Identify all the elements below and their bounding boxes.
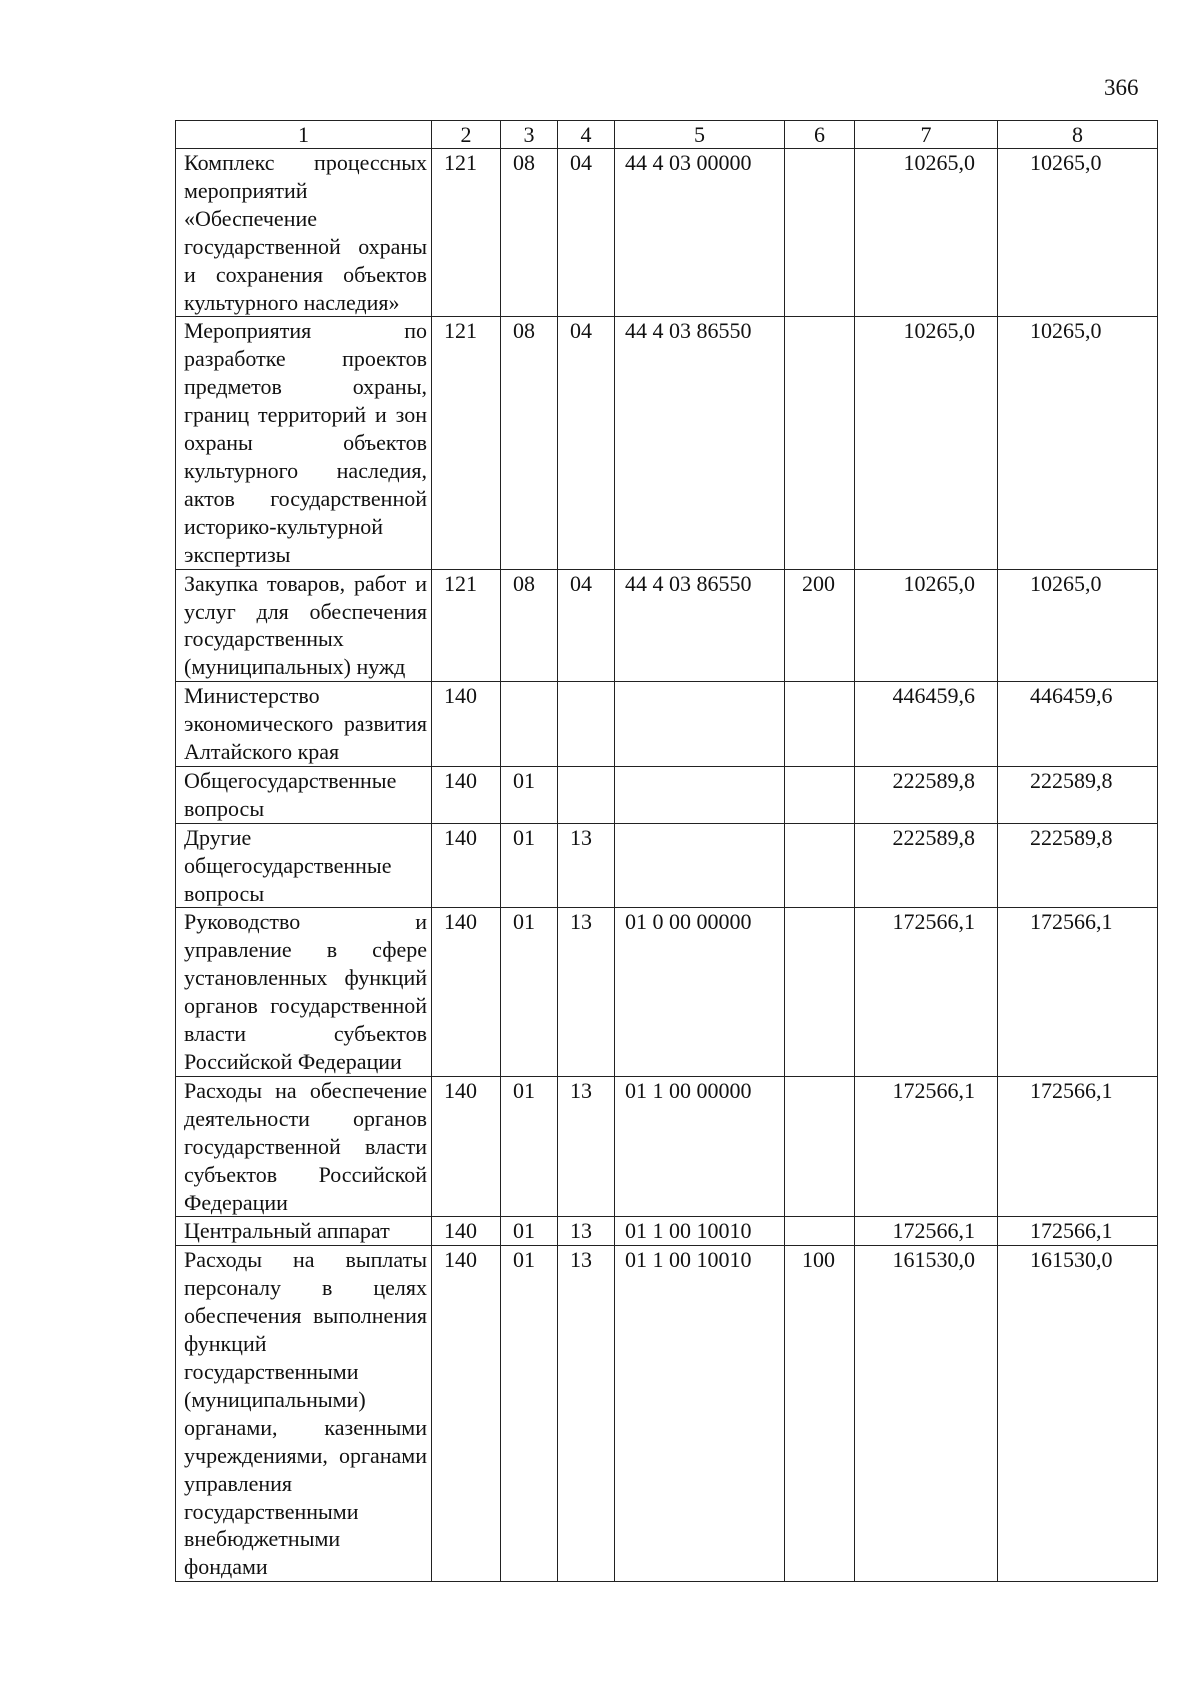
expense-type-cell	[785, 149, 855, 317]
row-name-cell: Руководство и управление в сфере установленных функций органов государственной власти субъектов Российской Федерации	[176, 908, 432, 1076]
amount-col7-cell: 172566,1	[855, 1076, 998, 1217]
table-row	[176, 1246, 1158, 1582]
expense-type-cell: 200	[785, 569, 855, 682]
expense-type-cell	[785, 317, 855, 569]
page-number: 366	[1104, 75, 1139, 100]
section-cell: 01	[501, 823, 558, 908]
section-cell: 01	[501, 908, 558, 1076]
expense-type-cell	[785, 908, 855, 1076]
row-name-cell: Центральный аппарат	[176, 1217, 432, 1246]
target-article-cell: 01 1 00 00000	[615, 1076, 785, 1217]
amount-col7-cell: 222589,8	[855, 823, 998, 908]
amount-col7-cell: 10265,0	[855, 569, 998, 682]
amount-col7-cell: 172566,1	[855, 1217, 998, 1246]
target-article-cell	[615, 682, 785, 767]
target-article-cell	[615, 766, 785, 823]
amount-col8-cell: 172566,1	[998, 1217, 1158, 1246]
amount-col7-cell: 172566,1	[855, 908, 998, 1076]
section-cell: 08	[501, 317, 558, 569]
header-cell-2: 2	[432, 121, 501, 149]
expense-type-cell	[785, 766, 855, 823]
header-cell-5: 5	[615, 121, 785, 149]
section-cell: 01	[501, 1076, 558, 1217]
header-cell-6: 6	[785, 121, 855, 149]
subsection-cell: 13	[558, 908, 615, 1076]
target-article-cell	[615, 823, 785, 908]
row-name-cell: Министерство экономического развития Алтайского края	[176, 682, 432, 767]
table-row	[176, 317, 1158, 569]
expense-type-cell	[785, 682, 855, 767]
amount-col8-cell: 161530,0	[998, 1246, 1158, 1582]
amount-col7-cell: 10265,0	[855, 317, 998, 569]
subsection-cell: 13	[558, 1246, 615, 1582]
subsection-cell: 13	[558, 823, 615, 908]
amount-col8-cell: 10265,0	[998, 569, 1158, 682]
table-row	[176, 569, 1158, 682]
table-row	[176, 766, 1158, 823]
subsection-cell	[558, 766, 615, 823]
amount-col8-cell: 10265,0	[998, 317, 1158, 569]
ministry-code-cell: 140	[432, 908, 501, 1076]
section-cell	[501, 682, 558, 767]
row-name-cell: Комплекс процессных мероприятий «Обеспечение государственной охраны и сохранения объектов культурного наследия»	[176, 149, 432, 317]
subsection-cell: 04	[558, 569, 615, 682]
section-cell: 01	[501, 1246, 558, 1582]
expense-type-cell	[785, 1076, 855, 1217]
ministry-code-cell: 140	[432, 682, 501, 767]
header-row	[176, 121, 1158, 149]
row-name-cell: Расходы на выплаты персоналу в целях обеспечения выполнения функций государственными (муниципальными) органами, казенными учреждениями, органами управления государственными внебюджетными фондами	[176, 1246, 432, 1582]
expense-type-cell	[785, 823, 855, 908]
ministry-code-cell: 121	[432, 569, 501, 682]
amount-col7-cell: 10265,0	[855, 149, 998, 317]
ministry-code-cell: 140	[432, 1217, 501, 1246]
header-cell-7: 7	[855, 121, 998, 149]
table-row	[176, 1217, 1158, 1246]
amount-col8-cell: 172566,1	[998, 1076, 1158, 1217]
header-cell-8: 8	[998, 121, 1158, 149]
subsection-cell: 04	[558, 317, 615, 569]
amount-col8-cell: 172566,1	[998, 908, 1158, 1076]
row-name-cell: Расходы на обеспечение деятельности органов государственной власти субъектов Российской Федерации	[176, 1076, 432, 1217]
ministry-code-cell: 121	[432, 317, 501, 569]
table-row	[176, 1076, 1158, 1217]
ministry-code-cell: 140	[432, 1076, 501, 1217]
ministry-code-cell: 121	[432, 149, 501, 317]
section-cell: 08	[501, 569, 558, 682]
amount-col7-cell: 161530,0	[855, 1246, 998, 1582]
header-cell-3: 3	[501, 121, 558, 149]
subsection-cell: 13	[558, 1076, 615, 1217]
amount-col7-cell: 222589,8	[855, 766, 998, 823]
target-article-cell: 44 4 03 86550	[615, 317, 785, 569]
table-row	[176, 149, 1158, 317]
row-name-cell: Общегосударственные вопросы	[176, 766, 432, 823]
amount-col8-cell: 10265,0	[998, 149, 1158, 317]
target-article-cell: 01 0 00 00000	[615, 908, 785, 1076]
header-cell-4: 4	[558, 121, 615, 149]
row-name-cell: Закупка товаров, работ и услуг для обеспечения государственных (муниципальных) нужд	[176, 569, 432, 682]
expense-type-cell: 100	[785, 1246, 855, 1582]
budget-table	[175, 120, 1158, 1582]
expense-type-cell	[785, 1217, 855, 1246]
table-row	[176, 682, 1158, 767]
header-cell-1: 1	[176, 121, 432, 149]
subsection-cell	[558, 682, 615, 767]
ministry-code-cell: 140	[432, 823, 501, 908]
subsection-cell: 13	[558, 1217, 615, 1246]
section-cell: 01	[501, 1217, 558, 1246]
table-row	[176, 908, 1158, 1076]
target-article-cell: 01 1 00 10010	[615, 1217, 785, 1246]
amount-col7-cell: 446459,6	[855, 682, 998, 767]
subsection-cell: 04	[558, 149, 615, 317]
ministry-code-cell: 140	[432, 1246, 501, 1582]
section-cell: 01	[501, 766, 558, 823]
ministry-code-cell: 140	[432, 766, 501, 823]
target-article-cell: 01 1 00 10010	[615, 1246, 785, 1582]
row-name-cell: Мероприятия по разработке проектов предметов охраны, границ территорий и зон охраны объектов культурного наследия, актов государственной историко-культурной экспертизы	[176, 317, 432, 569]
target-article-cell: 44 4 03 86550	[615, 569, 785, 682]
target-article-cell: 44 4 03 00000	[615, 149, 785, 317]
amount-col8-cell: 222589,8	[998, 823, 1158, 908]
amount-col8-cell: 446459,6	[998, 682, 1158, 767]
section-cell: 08	[501, 149, 558, 317]
amount-col8-cell: 222589,8	[998, 766, 1158, 823]
table-row	[176, 823, 1158, 908]
row-name-cell: Другие общегосударственные вопросы	[176, 823, 432, 908]
